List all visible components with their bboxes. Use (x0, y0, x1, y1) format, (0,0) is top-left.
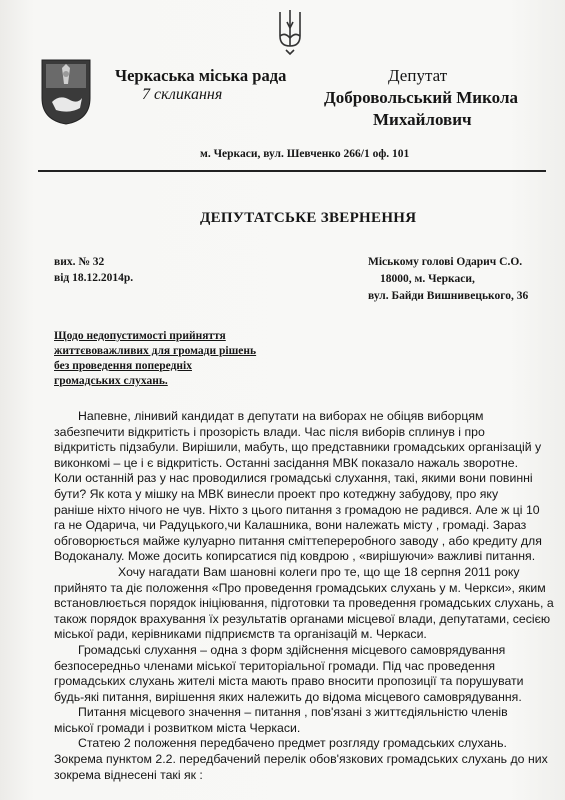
subject-line1: Щодо недопустимості прийняття (54, 330, 226, 342)
body-line: раніше ніхто нічого не чув. Ніхто з цього питання з громадою не радився. Але ж ці 10 (54, 502, 540, 517)
body-line: встановлюється порядок ініціювання, підготовки та проведення громадських слухань, а (54, 596, 554, 611)
body-line: Статею 2 положення передбачено предмет розгляду громадських слухань. (78, 736, 507, 751)
body-line: Напевне, лінивий кандидат в депутати на виборах не обіцяв виборцям (78, 409, 484, 423)
body-line: Громадські слухання – одна з форм здійснення місцевого самоврядування (78, 642, 506, 657)
body-line: Зокрема пунктом 2.2. передбачений перелік обов'язкових громадських слухань до них (54, 752, 548, 767)
deputy-name-line2: Михайлович (373, 110, 472, 129)
convocation-label: 7 скликання (142, 86, 223, 103)
body-line: га не Одарича, чи Радуцького,чи Калашника, вони належать місту , громаді. Зараз (54, 518, 527, 533)
body-line: забезпечити відкритість і прозорість влади. Час після виборів сплинув і про (54, 424, 485, 439)
body-line: виконкомі – це і є відкритість. Останні засідання МВК показало нажаль зворотне. (54, 455, 519, 470)
recipient-line3: вул. Байди Вишнивецького, 36 (368, 290, 529, 302)
body-line: також порядок врахування їх результатів органами місцевої влади, депутатами, сесією (54, 611, 551, 626)
body-line: будь-які питання, вирішення яких належить до відома місцевого самоврядування. (54, 689, 522, 704)
outgoing-date: від 18.12.2014р. (54, 272, 134, 284)
body-line: Водоканалу. Може досить копирсатися під ковдрою , «вирішуючи» важливі питання. (54, 549, 536, 564)
body-line: бути? Як кота у мішку на МВК винесли проект про котеджну забудову, про яку (54, 486, 499, 501)
deputy-role: Депутат (388, 66, 448, 85)
office-address: м. Черкаси, вул. Шевченко 266/1 оф. 101 (200, 148, 410, 160)
body-line: безпосередньо членами міської територіальної громади. Під час проведення (54, 658, 496, 673)
body-line: зокрема віднесені такі як : (54, 767, 203, 782)
cherkasy-coat-of-arms-icon (40, 58, 92, 126)
recipient-line2: 18000, м. Черкаси, (380, 273, 475, 285)
subject-line2: життєвоважливих для громади рішень (54, 345, 257, 357)
council-name: Черкаська міська рада (115, 66, 287, 85)
body-line: обговорюється майже кулуарно питання сміттепереробного заводу , або кредиту для (54, 533, 542, 548)
body-line: Коли останній раз у нас проводилися громадські слухання, такі, якими вони повинні (54, 471, 533, 486)
body-line: громадських слухань жителі міста мають право вносити пропозиції та порушувати (54, 674, 524, 689)
subject-line4: громадських слухань. (54, 375, 168, 387)
body-text (54, 409, 554, 783)
body-line: Хочу нагадати Вам шановні колеги про те, що ще 18 серпня 2011 року (118, 564, 520, 579)
document-title: ДЕПУТАТСЬКЕ ЗВЕРНЕННЯ (200, 210, 417, 226)
body-line: Питання місцевого значення – питання , пов'язані з життєдіяльністю членів (78, 705, 508, 720)
body-line: відкритість підзабули. Вирішили, мабуть, що представники громадських організацій у (54, 440, 542, 455)
body-line: прийнято та діє положення «Про проведення громадських слухань у м. Черкси», яким (54, 580, 546, 595)
outgoing-number: вих. № 32 (54, 256, 105, 268)
recipient-line1: Міському голові Одарич С.О. (368, 256, 523, 268)
deputy-name-line1: Добровольський Микола (324, 88, 518, 107)
header-divider (38, 170, 546, 172)
trident-emblem-icon (277, 6, 303, 56)
body-line: міської ради, керівниками підприємств та організацій м. Черкаси. (54, 627, 427, 642)
subject-line3: без проведення попередніх (54, 360, 192, 372)
body-line: міської громади і розвитком міста Черкаси. (54, 720, 301, 735)
